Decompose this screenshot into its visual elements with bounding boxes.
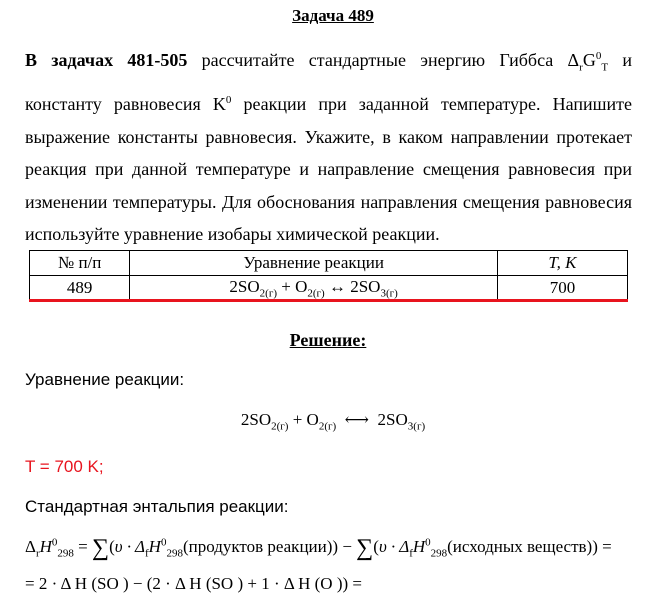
header-equation: Уравнение реакции <box>130 251 498 276</box>
temperature-value: T = 700 K; <box>25 457 104 476</box>
reaction-equation: $2SO_{2(г)} + O_{2(г)}$ ⟷ $2SO_{3(г)}$ <box>240 410 426 433</box>
row-equation: $2SO_{2(г)} + O_{2(г)}$ ↔ $2SO_{3(г)}$ <box>130 276 498 301</box>
header-temperature: T, K <box>497 251 627 276</box>
page-title: Задача 489 <box>292 6 374 25</box>
problem-lead: В задачах 481-505 <box>25 50 188 70</box>
enthalpy-formula-continued: = 2 · Δ H (SO ) − (2 · Δ H (SO ) + 1 · Δ H (O )) = <box>25 574 362 593</box>
sum-icon-2: ∑ <box>356 535 374 561</box>
reaction-label: Уравнение реакции: <box>25 370 185 389</box>
row-temperature: 700 <box>497 276 627 301</box>
header-num: № п/п <box>30 251 130 276</box>
enthalpy-label: Стандартная энтальпия реакции: <box>25 497 289 516</box>
reaction-table <box>29 250 628 301</box>
solution-heading: Решение: <box>289 330 367 350</box>
sum-icon: ∑ <box>91 535 110 561</box>
table-row <box>30 276 628 301</box>
red-underline <box>29 299 628 302</box>
enthalpy-formula: $\Delta_rH^0_{298} = \sum(\upsilon$ · $\Delta_fH^0_{298}(продуктов$ реакции)) − $\sum(\upsilon \cdot \Delta_fH^0_{298}(исходных$ веществ)) = <box>25 535 612 561</box>
problem-statement: В задачах 481-505 рассчитайте стандартные энергию Гиббса $\Delta_rG^0_T$ и константу равновесия $K^0$ реакции при заданной температуре. Напишите выражение константы равновесия. Укажите, в каком направлении протекает реакция при данной температуре и направление смещения равновесия при изменении температуры. Для обоснования направления смещения равновесия используйте уравнение изобары химической реакции. <box>25 50 632 245</box>
table-header-row <box>30 251 628 276</box>
row-num: 489 <box>30 276 130 301</box>
double-arrow-icon: ⟷ <box>344 410 370 429</box>
